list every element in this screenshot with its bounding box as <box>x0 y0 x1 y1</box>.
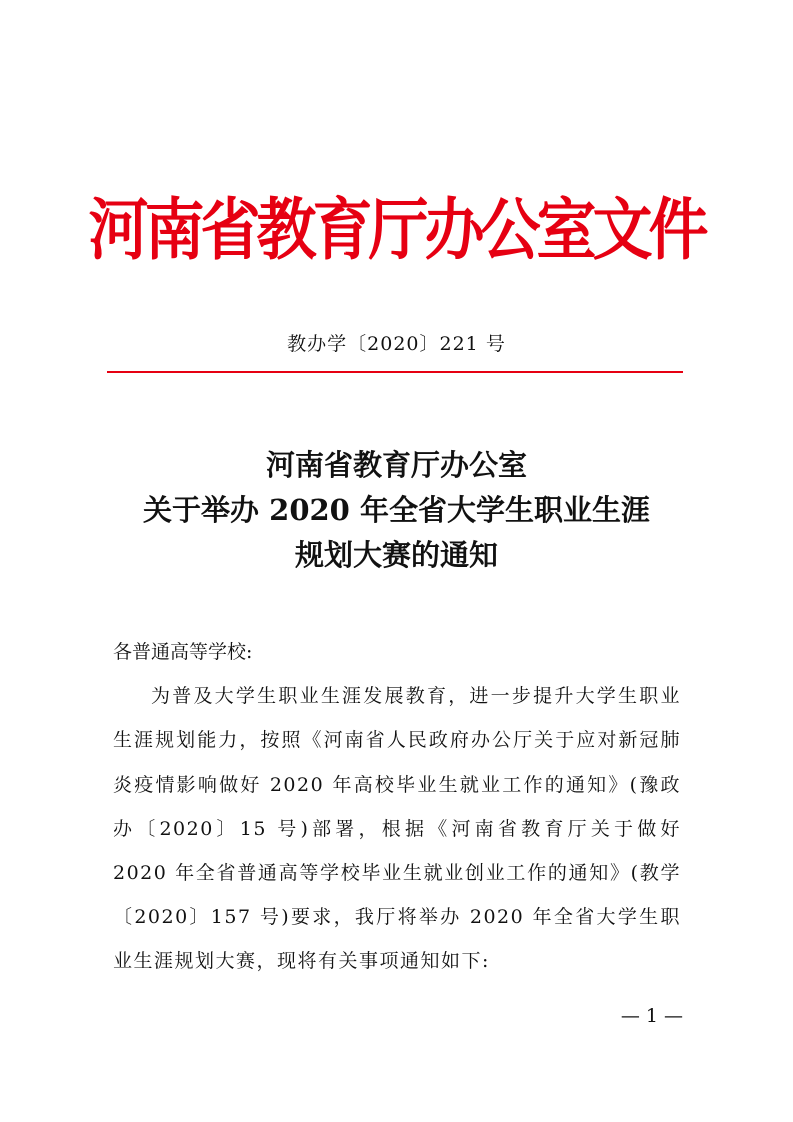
title-line: 关于举办 2020 年全省大学生职业生涯 <box>143 493 650 527</box>
page-number: — 1 — <box>620 1005 683 1027</box>
body-paragraph: 为普及大学生职业生涯发展教育，进一步提升大学生职业生涯规划能力，按照《河南省人民政府办公厅关于应对新冠肺炎疫情影响做好 2020 年高校毕业生就业工作的通知》(豫政办〔2020〕15 号)部署，根据《河南省教育厅关于做好 2020 年全省普通高等学校毕业生就业创业工作的通知》(教学〔2020〕157 号)要求，我厅将举办 2020 年全省大学生职业生涯规划大赛，现将有关事项通知如下: <box>113 685 681 973</box>
issuer-header-title: 河南省教育厅办公室文件 <box>88 191 705 270</box>
notice-title <box>0 443 793 578</box>
title-line: 河南省教育厅办公室 <box>265 448 527 482</box>
document-number: 教办学〔2020〕221 号 <box>287 333 506 355</box>
salutation: 各普通高等学校: <box>113 641 253 663</box>
red-separator-rule <box>107 371 683 373</box>
title-line: 规划大赛的通知 <box>294 538 498 572</box>
notice-body <box>113 630 681 984</box>
